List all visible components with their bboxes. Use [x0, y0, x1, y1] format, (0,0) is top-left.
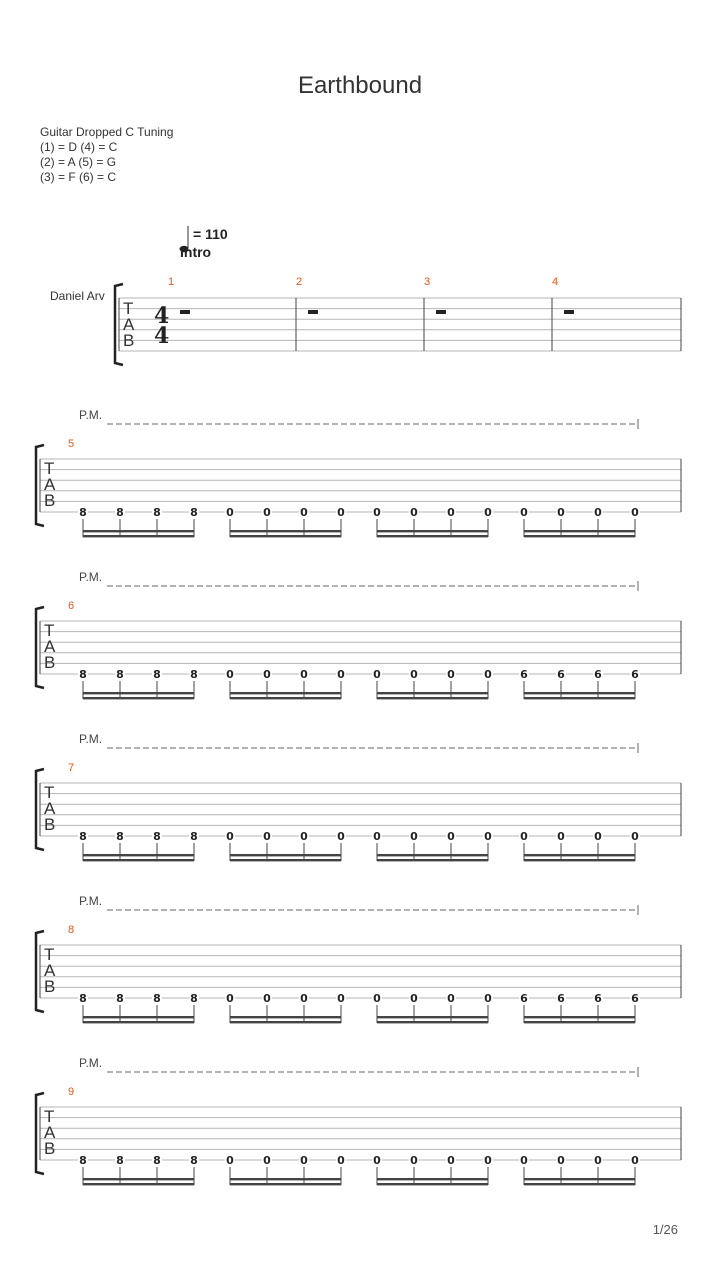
beam: [83, 692, 194, 694]
fret-number: 0: [484, 992, 492, 1005]
fret-number: 0: [447, 1154, 455, 1167]
fret-number: 0: [300, 1154, 308, 1167]
fret-number: 6: [594, 992, 602, 1005]
beam: [377, 1016, 488, 1018]
palm-mute-label: P.M.: [79, 570, 103, 584]
beam: [83, 1016, 194, 1018]
tuning-line: (3) = F (6) = C: [40, 170, 117, 184]
beam: [83, 1183, 194, 1185]
beam: [83, 697, 194, 699]
tab-clef-letter: A: [123, 315, 135, 334]
page-number: 1/26: [652, 1222, 678, 1237]
fret-number: 0: [520, 830, 528, 843]
beam: [524, 1183, 635, 1185]
tab-clef-letter: T: [44, 621, 55, 640]
fret-number: 6: [631, 668, 639, 681]
measure-number: 5: [68, 438, 75, 450]
fret-number: 0: [557, 1154, 565, 1167]
fret-number: 8: [190, 1154, 198, 1167]
measure-number: 4: [552, 276, 559, 288]
fret-number: 8: [116, 506, 124, 519]
beam: [377, 530, 488, 532]
measure-number: 1: [168, 276, 175, 288]
section-label: Intro: [180, 244, 212, 260]
tab-clef-letter: A: [44, 1123, 56, 1142]
measure-number: 9: [68, 1086, 75, 1098]
beam: [377, 697, 488, 699]
fret-number: 8: [153, 830, 161, 843]
fret-number: 6: [557, 668, 565, 681]
beam: [230, 535, 341, 537]
track-name: Daniel Arv: [50, 289, 105, 303]
measure-number: 8: [68, 924, 75, 936]
tab-clef-letter: A: [44, 475, 56, 494]
fret-number: 0: [594, 506, 602, 519]
fret-number: 6: [594, 668, 602, 681]
fret-number: 0: [337, 668, 345, 681]
tuning-heading: Guitar Dropped C Tuning: [40, 125, 174, 139]
fret-number: 0: [337, 1154, 345, 1167]
beam: [524, 1021, 635, 1023]
fret-number: 8: [190, 830, 198, 843]
palm-mute-label: P.M.: [79, 1056, 103, 1070]
fret-number: 6: [520, 668, 528, 681]
whole-rest: [564, 310, 574, 314]
beam: [230, 1021, 341, 1023]
fret-number: 8: [79, 992, 87, 1005]
tab-clef-letter: T: [44, 945, 55, 964]
fret-number: 0: [484, 1154, 492, 1167]
fret-number: 0: [263, 1154, 271, 1167]
measure-number: 2: [296, 276, 303, 288]
fret-number: 8: [190, 506, 198, 519]
tab-clef-letter: T: [44, 783, 55, 802]
measure-number: 6: [68, 600, 75, 612]
fret-number: 0: [594, 830, 602, 843]
fret-number: 0: [373, 992, 381, 1005]
fret-number: 0: [410, 992, 418, 1005]
fret-number: 0: [447, 668, 455, 681]
fret-number: 0: [226, 668, 234, 681]
fret-number: 8: [153, 668, 161, 681]
fret-number: 6: [557, 992, 565, 1005]
fret-number: 0: [484, 668, 492, 681]
beam: [524, 535, 635, 537]
fret-number: 8: [190, 668, 198, 681]
fret-number: 0: [337, 830, 345, 843]
fret-number: 0: [410, 1154, 418, 1167]
tab-clef-letter: B: [44, 977, 56, 996]
beam: [524, 854, 635, 856]
fret-number: 0: [447, 830, 455, 843]
fret-number: 8: [79, 668, 87, 681]
fret-number: 0: [520, 1154, 528, 1167]
fret-number: 0: [263, 992, 271, 1005]
measure-number: 7: [68, 762, 75, 774]
whole-rest: [436, 310, 446, 314]
beam: [377, 1021, 488, 1023]
fret-number: 0: [447, 992, 455, 1005]
fret-number: 0: [631, 506, 639, 519]
tab-clef-letter: T: [44, 1107, 55, 1126]
fret-number: 0: [410, 830, 418, 843]
fret-number: 8: [79, 1154, 87, 1167]
fret-number: 0: [631, 1154, 639, 1167]
beam: [230, 697, 341, 699]
fret-number: 8: [116, 668, 124, 681]
fret-number: 0: [337, 506, 345, 519]
fret-number: 8: [116, 992, 124, 1005]
fret-number: 0: [300, 830, 308, 843]
tuning-line: (2) = A (5) = G: [40, 155, 117, 169]
song-title: Earthbound: [297, 72, 423, 99]
fret-number: 0: [631, 830, 639, 843]
tab-clef-letter: T: [44, 459, 55, 478]
tab-clef-letter: B: [44, 653, 56, 672]
fret-number: 0: [410, 506, 418, 519]
beam: [377, 859, 488, 861]
palm-mute-label: P.M.: [79, 894, 103, 908]
beam: [377, 1183, 488, 1185]
palm-mute-label: P.M.: [79, 408, 103, 422]
tab-clef-letter: A: [44, 961, 56, 980]
tab-clef-letter: B: [44, 491, 56, 510]
beam: [524, 530, 635, 532]
beam: [83, 1178, 194, 1180]
beam: [83, 530, 194, 532]
tab-clef-letter: T: [123, 299, 134, 318]
time-signature-top: 4: [154, 303, 170, 329]
beam: [524, 692, 635, 694]
beam: [377, 692, 488, 694]
fret-number: 0: [263, 668, 271, 681]
fret-number: 8: [190, 992, 198, 1005]
fret-number: 0: [484, 506, 492, 519]
beam: [230, 1178, 341, 1180]
fret-number: 0: [373, 668, 381, 681]
fret-number: 0: [300, 506, 308, 519]
beam: [524, 697, 635, 699]
tab-clef-letter: B: [44, 815, 56, 834]
tab-clef-letter: A: [44, 637, 56, 656]
tab-clef-letter: A: [44, 799, 56, 818]
fret-number: 8: [153, 1154, 161, 1167]
fret-number: 6: [631, 992, 639, 1005]
fret-number: 8: [116, 830, 124, 843]
measure-number: 3: [424, 276, 431, 288]
fret-number: 8: [79, 506, 87, 519]
beam: [230, 854, 341, 856]
fret-number: 0: [557, 830, 565, 843]
fret-number: 0: [373, 506, 381, 519]
palm-mute-label: P.M.: [79, 732, 103, 746]
beam: [377, 1178, 488, 1180]
fret-number: 0: [447, 506, 455, 519]
beam: [83, 1021, 194, 1023]
beam: [230, 1183, 341, 1185]
fret-number: 0: [337, 992, 345, 1005]
fret-number: 0: [263, 830, 271, 843]
beam: [377, 854, 488, 856]
fret-number: 8: [79, 830, 87, 843]
tuning-line: (1) = D (4) = C: [40, 140, 118, 154]
fret-number: 0: [484, 830, 492, 843]
beam: [524, 1178, 635, 1180]
fret-number: 0: [226, 506, 234, 519]
whole-rest: [180, 310, 190, 314]
fret-number: 0: [226, 992, 234, 1005]
beam: [230, 859, 341, 861]
fret-number: 0: [226, 1154, 234, 1167]
fret-number: 0: [373, 830, 381, 843]
beam: [230, 1016, 341, 1018]
beam: [230, 530, 341, 532]
fret-number: 8: [153, 992, 161, 1005]
fret-number: 0: [557, 506, 565, 519]
fret-number: 0: [263, 506, 271, 519]
fret-number: 0: [300, 668, 308, 681]
beam: [83, 535, 194, 537]
beam: [83, 854, 194, 856]
fret-number: 0: [410, 668, 418, 681]
fret-number: 8: [153, 506, 161, 519]
fret-number: 0: [373, 1154, 381, 1167]
tab-clef-letter: B: [44, 1139, 56, 1158]
whole-rest: [308, 310, 318, 314]
beam: [230, 692, 341, 694]
time-signature-bottom: 4: [154, 323, 170, 349]
beam: [524, 859, 635, 861]
tab-clef-letter: B: [123, 331, 135, 350]
beam: [83, 859, 194, 861]
fret-number: 8: [116, 1154, 124, 1167]
fret-number: 0: [594, 1154, 602, 1167]
fret-number: 6: [520, 992, 528, 1005]
beam: [524, 1016, 635, 1018]
beam: [377, 535, 488, 537]
tempo-marking: = 110: [193, 226, 228, 242]
fret-number: 0: [300, 992, 308, 1005]
fret-number: 0: [226, 830, 234, 843]
fret-number: 0: [520, 506, 528, 519]
